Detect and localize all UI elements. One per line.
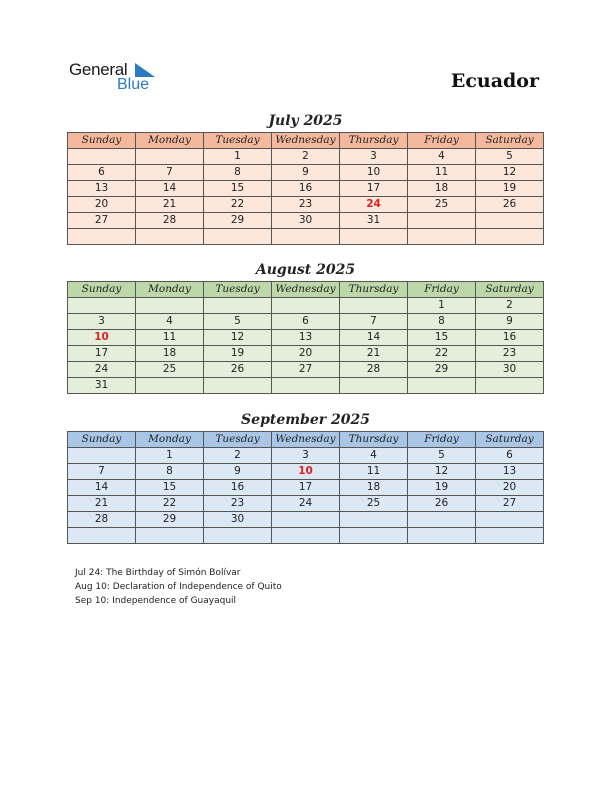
empty-day-cell	[136, 528, 204, 544]
weekday-header-row	[68, 133, 544, 149]
day-cell: 15	[408, 330, 476, 346]
day-cell: 31	[340, 213, 408, 229]
month-title: August 2025	[255, 262, 356, 278]
holiday-note: Sep 10: Independence of Guayaquil	[75, 596, 237, 606]
day-cell: 16	[272, 181, 340, 197]
day-cell: 2	[476, 298, 544, 314]
week-row	[68, 298, 544, 314]
week-row	[68, 181, 544, 197]
weekday-monday: Monday	[136, 133, 204, 149]
day-cell: 5	[476, 149, 544, 165]
day-cell: 25	[340, 496, 408, 512]
empty-day-cell	[272, 378, 340, 394]
day-cell: 12	[476, 165, 544, 181]
day-cell: 30	[476, 362, 544, 378]
day-cell: 26	[476, 197, 544, 213]
weekday-sunday: Sunday	[68, 432, 136, 448]
day-cell: 17	[340, 181, 408, 197]
day-cell: 8	[136, 464, 204, 480]
empty-day-cell	[272, 298, 340, 314]
day-cell: 17	[272, 480, 340, 496]
empty-day-cell	[136, 229, 204, 245]
day-cell: 5	[204, 314, 272, 330]
week-row	[68, 229, 544, 245]
empty-day-cell	[204, 528, 272, 544]
day-cell: 24	[272, 496, 340, 512]
day-cell: 1	[204, 149, 272, 165]
day-cell: 18	[136, 346, 204, 362]
day-cell: 19	[204, 346, 272, 362]
day-cell: 14	[340, 330, 408, 346]
week-row	[68, 165, 544, 181]
week-row	[68, 378, 544, 394]
empty-day-cell	[408, 512, 476, 528]
day-cell: 16	[204, 480, 272, 496]
day-cell: 27	[476, 496, 544, 512]
empty-day-cell	[68, 229, 136, 245]
day-cell: 30	[272, 213, 340, 229]
day-cell: 25	[136, 362, 204, 378]
month-august	[67, 260, 544, 394]
day-cell: 22	[408, 346, 476, 362]
month-title: September 2025	[241, 412, 370, 428]
month-title: July 2025	[268, 113, 343, 129]
holiday-notes	[75, 566, 282, 608]
month-september	[67, 410, 544, 544]
weekday-saturday: Saturday	[476, 282, 544, 298]
empty-day-cell	[340, 298, 408, 314]
day-cell: 28	[136, 213, 204, 229]
weekday-thursday: Thursday	[340, 133, 408, 149]
day-cell: 7	[340, 314, 408, 330]
day-cell: 10	[340, 165, 408, 181]
weekday-wednesday: Wednesday	[272, 133, 340, 149]
day-cell: 23	[272, 197, 340, 213]
empty-day-cell	[408, 528, 476, 544]
empty-day-cell	[476, 512, 544, 528]
week-row	[68, 330, 544, 346]
empty-day-cell	[340, 378, 408, 394]
day-cell: 28	[68, 512, 136, 528]
day-cell: 19	[408, 480, 476, 496]
week-row	[68, 346, 544, 362]
day-cell: 5	[408, 448, 476, 464]
empty-day-cell	[340, 512, 408, 528]
empty-day-cell	[408, 229, 476, 245]
day-cell: 24	[68, 362, 136, 378]
day-cell: 6	[68, 165, 136, 181]
day-cell: 18	[408, 181, 476, 197]
empty-day-cell	[204, 298, 272, 314]
empty-day-cell	[408, 378, 476, 394]
day-cell: 15	[204, 181, 272, 197]
empty-day-cell	[136, 149, 204, 165]
day-cell: 25	[408, 197, 476, 213]
empty-day-cell	[204, 378, 272, 394]
week-row	[68, 448, 544, 464]
day-cell: 29	[408, 362, 476, 378]
day-cell: 23	[476, 346, 544, 362]
day-cell: 12	[408, 464, 476, 480]
day-cell: 14	[68, 480, 136, 496]
weekday-sunday: Sunday	[68, 282, 136, 298]
empty-day-cell	[408, 213, 476, 229]
weekday-sunday: Sunday	[68, 133, 136, 149]
holiday-day-cell: 24	[340, 197, 408, 213]
day-cell: 21	[340, 346, 408, 362]
logo-word-blue: Blue	[117, 76, 150, 93]
empty-day-cell	[340, 229, 408, 245]
day-cell: 15	[136, 480, 204, 496]
empty-day-cell	[204, 229, 272, 245]
empty-day-cell	[68, 528, 136, 544]
empty-day-cell	[476, 229, 544, 245]
week-row	[68, 528, 544, 544]
day-cell: 30	[204, 512, 272, 528]
holiday-note: Aug 10: Declaration of Independence of Quito	[75, 582, 282, 592]
weekday-friday: Friday	[408, 282, 476, 298]
week-row	[68, 480, 544, 496]
empty-day-cell	[272, 528, 340, 544]
day-cell: 8	[408, 314, 476, 330]
day-cell: 20	[272, 346, 340, 362]
day-cell: 7	[68, 464, 136, 480]
empty-day-cell	[68, 448, 136, 464]
day-cell: 23	[204, 496, 272, 512]
week-row	[68, 464, 544, 480]
empty-day-cell	[136, 298, 204, 314]
empty-day-cell	[68, 298, 136, 314]
week-row	[68, 314, 544, 330]
day-cell: 4	[136, 314, 204, 330]
calendar-grid-september	[67, 431, 544, 544]
week-row	[68, 512, 544, 528]
week-row	[68, 496, 544, 512]
calendar-grid-august	[67, 281, 544, 394]
holiday-day-cell: 10	[68, 330, 136, 346]
calendar-grid-july	[67, 132, 544, 245]
day-cell: 9	[272, 165, 340, 181]
day-cell: 29	[204, 213, 272, 229]
weekday-header-row	[68, 432, 544, 448]
day-cell: 21	[68, 496, 136, 512]
day-cell: 18	[340, 480, 408, 496]
day-cell: 20	[476, 480, 544, 496]
day-cell: 17	[68, 346, 136, 362]
day-cell: 4	[340, 448, 408, 464]
weekday-thursday: Thursday	[340, 282, 408, 298]
empty-day-cell	[136, 378, 204, 394]
empty-day-cell	[476, 378, 544, 394]
day-cell: 9	[476, 314, 544, 330]
weekday-header-row	[68, 282, 544, 298]
day-cell: 2	[272, 149, 340, 165]
logo	[69, 60, 159, 100]
day-cell: 11	[136, 330, 204, 346]
day-cell: 20	[68, 197, 136, 213]
day-cell: 22	[136, 496, 204, 512]
holiday-day-cell: 10	[272, 464, 340, 480]
holiday-note: Jul 24: The Birthday of Simón Bolívar	[75, 568, 241, 578]
day-cell: 6	[272, 314, 340, 330]
day-cell: 11	[340, 464, 408, 480]
weekday-thursday: Thursday	[340, 432, 408, 448]
empty-day-cell	[476, 528, 544, 544]
weekday-tuesday: Tuesday	[204, 432, 272, 448]
day-cell: 1	[136, 448, 204, 464]
day-cell: 13	[68, 181, 136, 197]
day-cell: 13	[476, 464, 544, 480]
day-cell: 8	[204, 165, 272, 181]
weekday-tuesday: Tuesday	[204, 133, 272, 149]
weekday-saturday: Saturday	[476, 432, 544, 448]
empty-day-cell	[340, 528, 408, 544]
day-cell: 14	[136, 181, 204, 197]
weekday-tuesday: Tuesday	[204, 282, 272, 298]
day-cell: 26	[204, 362, 272, 378]
week-row	[68, 149, 544, 165]
weekday-saturday: Saturday	[476, 133, 544, 149]
day-cell: 9	[204, 464, 272, 480]
weekday-wednesday: Wednesday	[272, 282, 340, 298]
empty-day-cell	[68, 149, 136, 165]
week-row	[68, 213, 544, 229]
month-july	[67, 111, 544, 245]
week-row	[68, 362, 544, 378]
day-cell: 26	[408, 496, 476, 512]
week-row	[68, 197, 544, 213]
day-cell: 12	[204, 330, 272, 346]
weekday-friday: Friday	[408, 133, 476, 149]
weekday-monday: Monday	[136, 432, 204, 448]
day-cell: 19	[476, 181, 544, 197]
day-cell: 7	[136, 165, 204, 181]
weekday-monday: Monday	[136, 282, 204, 298]
day-cell: 21	[136, 197, 204, 213]
day-cell: 11	[408, 165, 476, 181]
day-cell: 16	[476, 330, 544, 346]
day-cell: 4	[408, 149, 476, 165]
empty-day-cell	[272, 512, 340, 528]
day-cell: 31	[68, 378, 136, 394]
day-cell: 22	[204, 197, 272, 213]
logo-word-general: General	[69, 60, 128, 79]
day-cell: 3	[340, 149, 408, 165]
country-title: Ecuador	[450, 70, 539, 92]
weekday-friday: Friday	[408, 432, 476, 448]
empty-day-cell	[272, 229, 340, 245]
day-cell: 1	[408, 298, 476, 314]
day-cell: 3	[272, 448, 340, 464]
day-cell: 2	[204, 448, 272, 464]
day-cell: 28	[340, 362, 408, 378]
day-cell: 6	[476, 448, 544, 464]
day-cell: 13	[272, 330, 340, 346]
day-cell: 27	[68, 213, 136, 229]
weekday-wednesday: Wednesday	[272, 432, 340, 448]
logo-triangle-icon	[135, 63, 155, 77]
day-cell: 3	[68, 314, 136, 330]
day-cell: 29	[136, 512, 204, 528]
empty-day-cell	[476, 213, 544, 229]
day-cell: 27	[272, 362, 340, 378]
